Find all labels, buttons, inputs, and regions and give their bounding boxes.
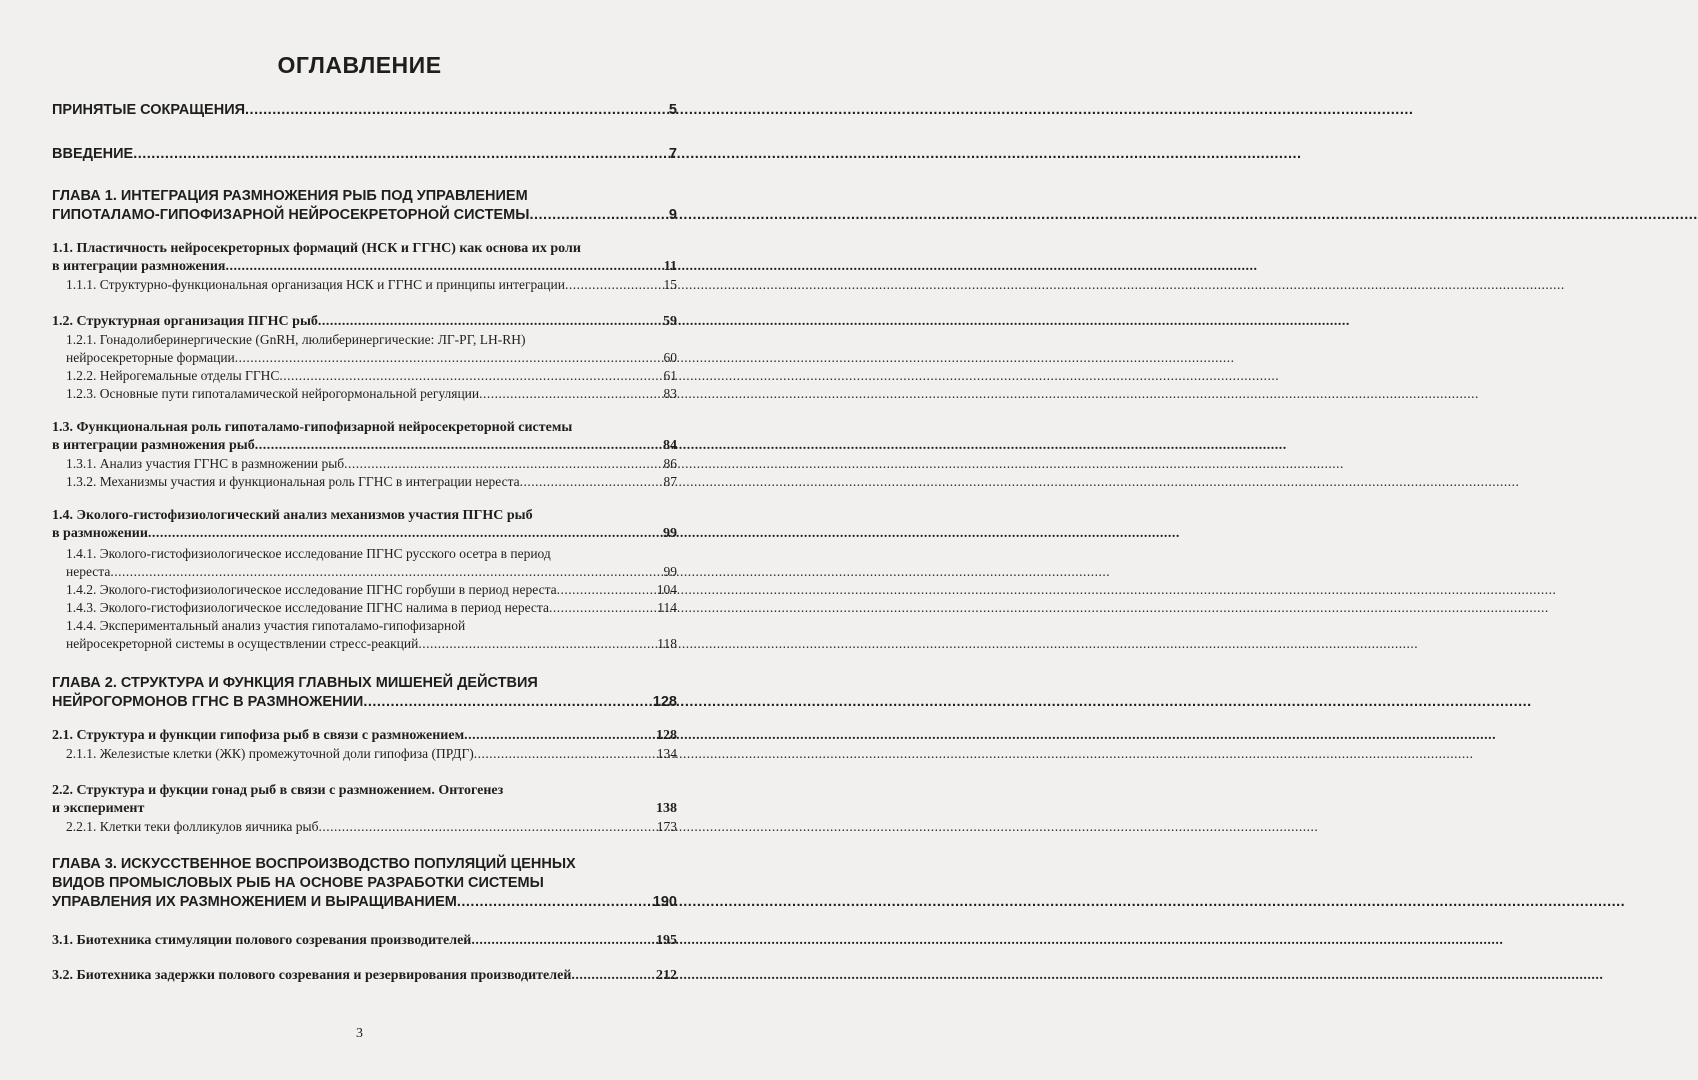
toc-subsection[interactable] — [66, 473, 677, 490]
toc-entry-title: 2.1. Структура и функции гипофиза рыб в связи с размножением — [52, 728, 465, 743]
toc-entry-title: ВВЕДЕНИЕ — [52, 146, 134, 162]
toc-section-line: и эксперимент — [52, 801, 145, 816]
toc-chapter[interactable] — [52, 694, 677, 711]
leader-dots — [418, 635, 655, 652]
leader-dots — [549, 599, 655, 616]
toc-entry[interactable] — [52, 146, 677, 163]
toc-chapter-line: ГЛАВА 2. СТРУКТУРА И ФУНКЦИЯ ГЛАВНЫХ МИШЕНЕЙ ДЕЙСТВИЯ — [52, 675, 538, 691]
leader-dots — [245, 102, 667, 119]
toc-entry-title: 3.1. Биотехника стимуляции полового созревания производителей — [52, 933, 472, 948]
toc-section-line: 1.1. Пластичность нейросекреторных формаций (НСК и ГГНС) как основа их роли — [52, 241, 581, 256]
toc-entry-page: 173 — [656, 819, 677, 834]
toc-entry-page: 195 — [656, 933, 677, 948]
leader-dots — [110, 563, 661, 580]
toc-entry-title: нейросекреторной системы в осуществлении стресс-реакций — [66, 636, 419, 651]
toc-entry-page: 86 — [663, 456, 677, 471]
toc-subsection[interactable] — [66, 745, 677, 762]
toc-section-line: 2.2. Структура и фукции гонад рыб в связи с размножением. Онтогенез — [52, 783, 504, 798]
toc-subsection[interactable] — [66, 581, 677, 598]
leader-dots — [133, 146, 667, 163]
toc-section[interactable] — [52, 967, 677, 984]
leader-dots — [363, 694, 650, 711]
document-page — [0, 0, 719, 1080]
toc-entry-page: 99 — [663, 526, 677, 541]
leader-dots — [318, 313, 661, 330]
toc-section-line: 1.3. Функциональная роль гипоталамо-гипофизарной нейросекреторной системы — [52, 420, 573, 435]
toc-entry-page: 138 — [656, 801, 677, 816]
leader-dots — [571, 967, 654, 984]
toc-entry[interactable] — [52, 102, 677, 119]
toc-section[interactable] — [52, 313, 677, 330]
toc-entry-title: нереста — [66, 564, 111, 579]
leader-dots — [318, 818, 654, 835]
toc-subsection[interactable] — [66, 367, 677, 384]
toc-entry-page: 84 — [663, 438, 677, 453]
toc-subsection-line: 1.4.1. Эколого-гистофизиологическое исследование ПГНС русского осетра в период — [66, 546, 551, 561]
toc-entry-page: 5 — [668, 102, 677, 118]
leader-dots — [225, 258, 661, 275]
leader-dots — [474, 745, 655, 762]
toc-entry-page: 59 — [663, 314, 677, 329]
toc-subsection[interactable] — [66, 563, 677, 580]
toc-entry-page: 15 — [663, 277, 677, 292]
toc-entry-page: 87 — [663, 474, 677, 489]
toc-chapter[interactable] — [52, 207, 677, 224]
toc-subsection[interactable] — [66, 349, 677, 366]
leader-dots — [148, 525, 661, 542]
toc-entry-title: 1.4.2. Эколого-гистофизиологическое исследование ПГНС горбуши в период нереста — [66, 582, 557, 597]
toc-entry-page: 61 — [663, 368, 677, 383]
leader-dots — [479, 385, 661, 402]
page-number: 3 — [356, 1026, 363, 1041]
toc-entry-page: 190 — [652, 894, 677, 910]
toc-entry-title: 1.2.2. Нейрогемальные отделы ГГНС — [66, 368, 280, 383]
toc-section-line: 1.4. Эколого-гистофизиологический анализ механизмов участия ПГНС рыб — [52, 508, 533, 523]
toc-entry-title: 2.1.1. Железистые клетки (ЖК) промежуточной доли гипофиза (ПРДГ) — [66, 746, 474, 761]
toc-entry-title: 1.2. Структурная организация ПГНС рыб — [52, 314, 318, 329]
leader-dots — [557, 581, 655, 598]
leader-dots — [529, 207, 666, 224]
leader-dots — [457, 894, 651, 911]
leader-dots — [255, 437, 661, 454]
toc-section[interactable] — [52, 727, 677, 744]
toc-subsection[interactable] — [66, 635, 677, 652]
toc-section[interactable] — [52, 258, 677, 275]
toc-entry-page: 212 — [656, 968, 677, 983]
leader-dots — [471, 932, 654, 949]
toc-entry-title: нейросекреторные формации — [66, 350, 235, 365]
toc-entry-title: ПРИНЯТЫЕ СОКРАЩЕНИЯ — [52, 102, 246, 118]
toc-entry-page: 11 — [663, 259, 677, 274]
toc-subsection[interactable] — [66, 818, 677, 835]
toc-entry-page: 114 — [657, 600, 677, 615]
toc-entry-title: 1.1.1. Структурно-функциональная организация НСК и ГГНС и принципы интеграции — [66, 277, 565, 292]
leader-dots — [464, 727, 654, 744]
toc-subsection[interactable] — [66, 455, 677, 472]
toc-entry-page: 134 — [656, 746, 677, 761]
toc-entry-title: 2.2.1. Клетки теки фолликулов яичника рыб — [66, 819, 319, 834]
toc-entry-page: 104 — [656, 582, 677, 597]
toc-entry-page: 128 — [652, 694, 677, 710]
toc-entry-title: УПРАВЛЕНИЯ ИХ РАЗМНОЖЕНИЕМ И ВЫРАЩИВАНИЕМ — [52, 894, 457, 910]
toc-entry-page: 7 — [668, 146, 677, 162]
toc-subsection-line: 1.2.1. Гонадолиберинергические (GnRH, люлиберинергические: ЛГ-РГ, LH-RH) — [66, 332, 526, 347]
leader-dots — [235, 349, 662, 366]
toc-chapter-line: ВИДОВ ПРОМЫСЛОВЫХ РЫБ НА ОСНОВЕ РАЗРАБОТКИ СИСТЕМЫ — [52, 875, 544, 891]
toc-entry-title: в интеграции размножения рыб — [52, 438, 255, 453]
toc-section[interactable] — [52, 437, 677, 454]
toc-entry-title: ГИПОТАЛАМО-ГИПОФИЗАРНОЙ НЕЙРОСЕКРЕТОРНОЙ СИСТЕМЫ — [52, 207, 530, 223]
toc-section[interactable] — [52, 525, 677, 542]
toc-entry-page: 60 — [663, 350, 677, 365]
toc-entry-title: в размножении — [52, 526, 148, 541]
toc-subsection[interactable] — [66, 385, 677, 402]
toc-subsection[interactable] — [66, 599, 677, 616]
leader-dots — [279, 367, 661, 384]
toc-entry-title: в интеграции размножения — [52, 259, 226, 274]
toc-section[interactable] — [52, 932, 677, 949]
toc-entry-page: 9 — [668, 207, 677, 223]
toc-entry-title: 1.3.1. Анализ участия ГГНС в размножении рыб — [66, 456, 345, 471]
leader-dots — [565, 276, 662, 293]
toc-entry-title: 1.3.2. Механизмы участия и функциональная роль ГГНС в интеграции нереста — [66, 474, 520, 489]
toc-entry-title: НЕЙРОГОРМОНОВ ГГНС В РАЗМНОЖЕНИИ — [52, 694, 364, 710]
toc-entry-title: 1.4.3. Эколого-гистофизиологическое исследование ПГНС налима в период нереста — [66, 600, 549, 615]
toc-entry-page: 128 — [656, 728, 677, 743]
leader-dots — [344, 455, 661, 472]
toc-entry-page: 99 — [663, 564, 677, 579]
toc-entry-title: 3.2. Биотехника задержки полового созревания и резервирования производителей — [52, 968, 572, 983]
toc-subsection-line: 1.4.4. Экспериментальный анализ участия гипоталамо-гипофизарной — [66, 618, 466, 633]
toc-chapter-line: ГЛАВА 3. ИСКУССТВЕННОЕ ВОСПРОИЗВОДСТВО ПОПУЛЯЦИЙ ЦЕННЫХ — [52, 856, 576, 872]
leader-dots — [520, 473, 662, 490]
toc-chapter[interactable] — [52, 894, 677, 911]
toc-entry-title: 1.2.3. Основные пути гипоталамической нейрогормональной регуляции — [66, 386, 480, 401]
page-title: ОГЛАВЛЕНИЕ — [277, 52, 442, 78]
toc-subsection[interactable] — [66, 276, 677, 293]
toc-entry-page: 118 — [657, 636, 677, 651]
toc-entry-page: 83 — [663, 386, 677, 401]
toc-chapter-line: ГЛАВА 1. ИНТЕГРАЦИЯ РАЗМНОЖЕНИЯ РЫБ ПОД УПРАВЛЕНИЕМ — [52, 188, 528, 204]
